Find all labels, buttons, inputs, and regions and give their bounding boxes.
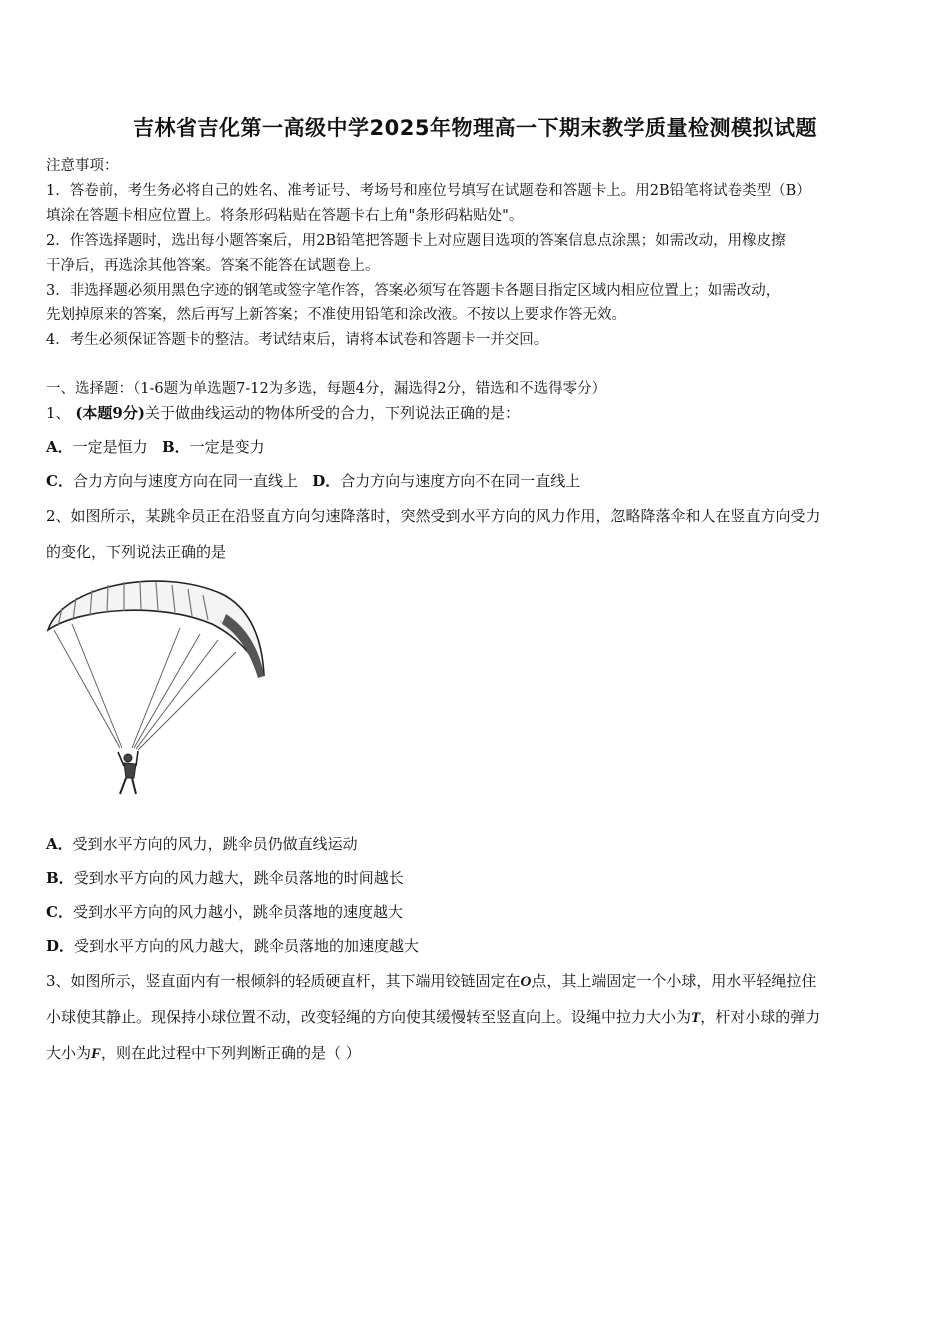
option-text: 受到水平方向的风力，跳伞员仍做直线运动 xyxy=(72,835,358,853)
question-2-stem-line: 2、如图所示，某跳伞员正在沿竖直方向匀速降落时，突然受到水平方向的风力作用，忽略降落伞和人在竖直方向受力 xyxy=(46,507,821,525)
page-title: 吉林省吉化第一高级中学2025年物理高一下期末教学质量检测模拟试题 xyxy=(133,116,817,140)
notice-line: 1．答卷前，考生务必将自己的姓名、准考证号、考场号和座位号填写在试题卷和答题卡上。用2B铅笔将试卷类型（B） xyxy=(46,183,811,199)
q3-variable-o: O xyxy=(520,974,532,990)
q3-variable-t: T xyxy=(691,1010,701,1026)
notice-line: 4．考生必须保证答题卡的整洁。考试结束后，请将本试卷和答题卡一并交回。 xyxy=(46,332,549,348)
question-3-stem-line xyxy=(46,1006,916,1027)
paraglider-figure xyxy=(40,568,270,800)
question-1-options-row-2 xyxy=(46,470,916,491)
option-label: D． xyxy=(312,472,341,490)
q3-text: 小球使其静止。现保持小球位置不动，改变轻绳的方向使其缓慢转至竖直向上。设绳中拉力大小为 xyxy=(46,1008,692,1026)
notice-line: 3．非选择题必须用黑色字迹的钢笔或签字笔作答，答案必须写在答题卡各题目指定区域内相应位置上；如需改动， xyxy=(46,283,781,299)
parachutist xyxy=(118,751,138,794)
option-label: A． xyxy=(46,835,73,853)
option-label: C． xyxy=(46,472,73,490)
option-text: 一定是变力 xyxy=(189,438,265,456)
q3-variable-f: F xyxy=(91,1046,102,1062)
question-3-stem-line xyxy=(46,1042,916,1063)
question-1-options-row-1 xyxy=(46,436,916,457)
q3-text: 点，其上端固定一个小球，用水平轻绳拉住 xyxy=(531,972,817,990)
q3-text: 3、如图所示，竖直面内有一根倾斜的轻质硬直杆，其下端用铰链固定在 xyxy=(46,972,521,990)
notice-line: 填涂在答题卡相应位置上。将条形码粘贴在答题卡右上角"条形码粘贴处"。 xyxy=(46,208,524,224)
option-label: C． xyxy=(46,903,73,921)
option-label: B． xyxy=(46,869,74,887)
q3-text: ，杆对小球的弹力 xyxy=(700,1008,821,1026)
suspension-lines xyxy=(54,624,236,750)
option-text: 合力方向与速度方向在同一直线上 xyxy=(72,472,298,490)
q3-text: ，则在此过程中下列判断正确的是（ ） xyxy=(101,1044,361,1062)
question-2-option-b xyxy=(46,867,916,888)
question-1-stem xyxy=(46,402,916,423)
q3-text: 大小为 xyxy=(46,1044,92,1062)
notice-line: 干净后，再选涂其他答案。答案不能答在试题卷上。 xyxy=(46,258,380,274)
notice-heading: 注意事项： xyxy=(46,158,119,174)
option-text: 受到水平方向的风力越大，跳伞员落地的时间越长 xyxy=(73,869,404,887)
question-3-stem-line xyxy=(46,970,916,991)
option-text: 受到水平方向的风力越大，跳伞员落地的加速度越大 xyxy=(74,937,420,955)
notice-line: 先划掉原来的答案，然后再写上新答案；不准使用铅笔和涂改液。不按以上要求作答无效。 xyxy=(46,307,626,323)
option-text: 受到水平方向的风力越小，跳伞员落地的速度越大 xyxy=(72,903,403,921)
question-2-option-a xyxy=(46,833,916,854)
option-text: 合力方向与速度方向不在同一直线上 xyxy=(340,472,581,490)
parachute-canopy xyxy=(48,581,264,678)
notice-line: 2．作答选择题时，选出每小题答案后，用2B铅笔把答题卡上对应题目选项的答案信息点涂黑；如需改动，用橡皮擦 xyxy=(46,233,786,249)
question-1-tag: (本题9分) xyxy=(75,404,145,422)
question-1-number: 1、 xyxy=(46,404,71,422)
option-label: A． xyxy=(46,438,73,456)
question-2-option-c xyxy=(46,901,916,922)
option-label: B． xyxy=(161,438,190,456)
question-1-text: 关于做曲线运动的物体所受的合力，下列说法正确的是： xyxy=(144,404,520,422)
question-2-stem-line: 的变化，下列说法正确的是 xyxy=(46,543,227,561)
option-text: 一定是恒力 xyxy=(72,438,148,456)
question-2-option-d xyxy=(46,935,916,956)
option-label: D． xyxy=(46,937,75,955)
section-heading: 一、选择题：（1-6题为单选题7-12为多选，每题4分，漏选得2分，错选和不选得零分） xyxy=(46,381,607,397)
